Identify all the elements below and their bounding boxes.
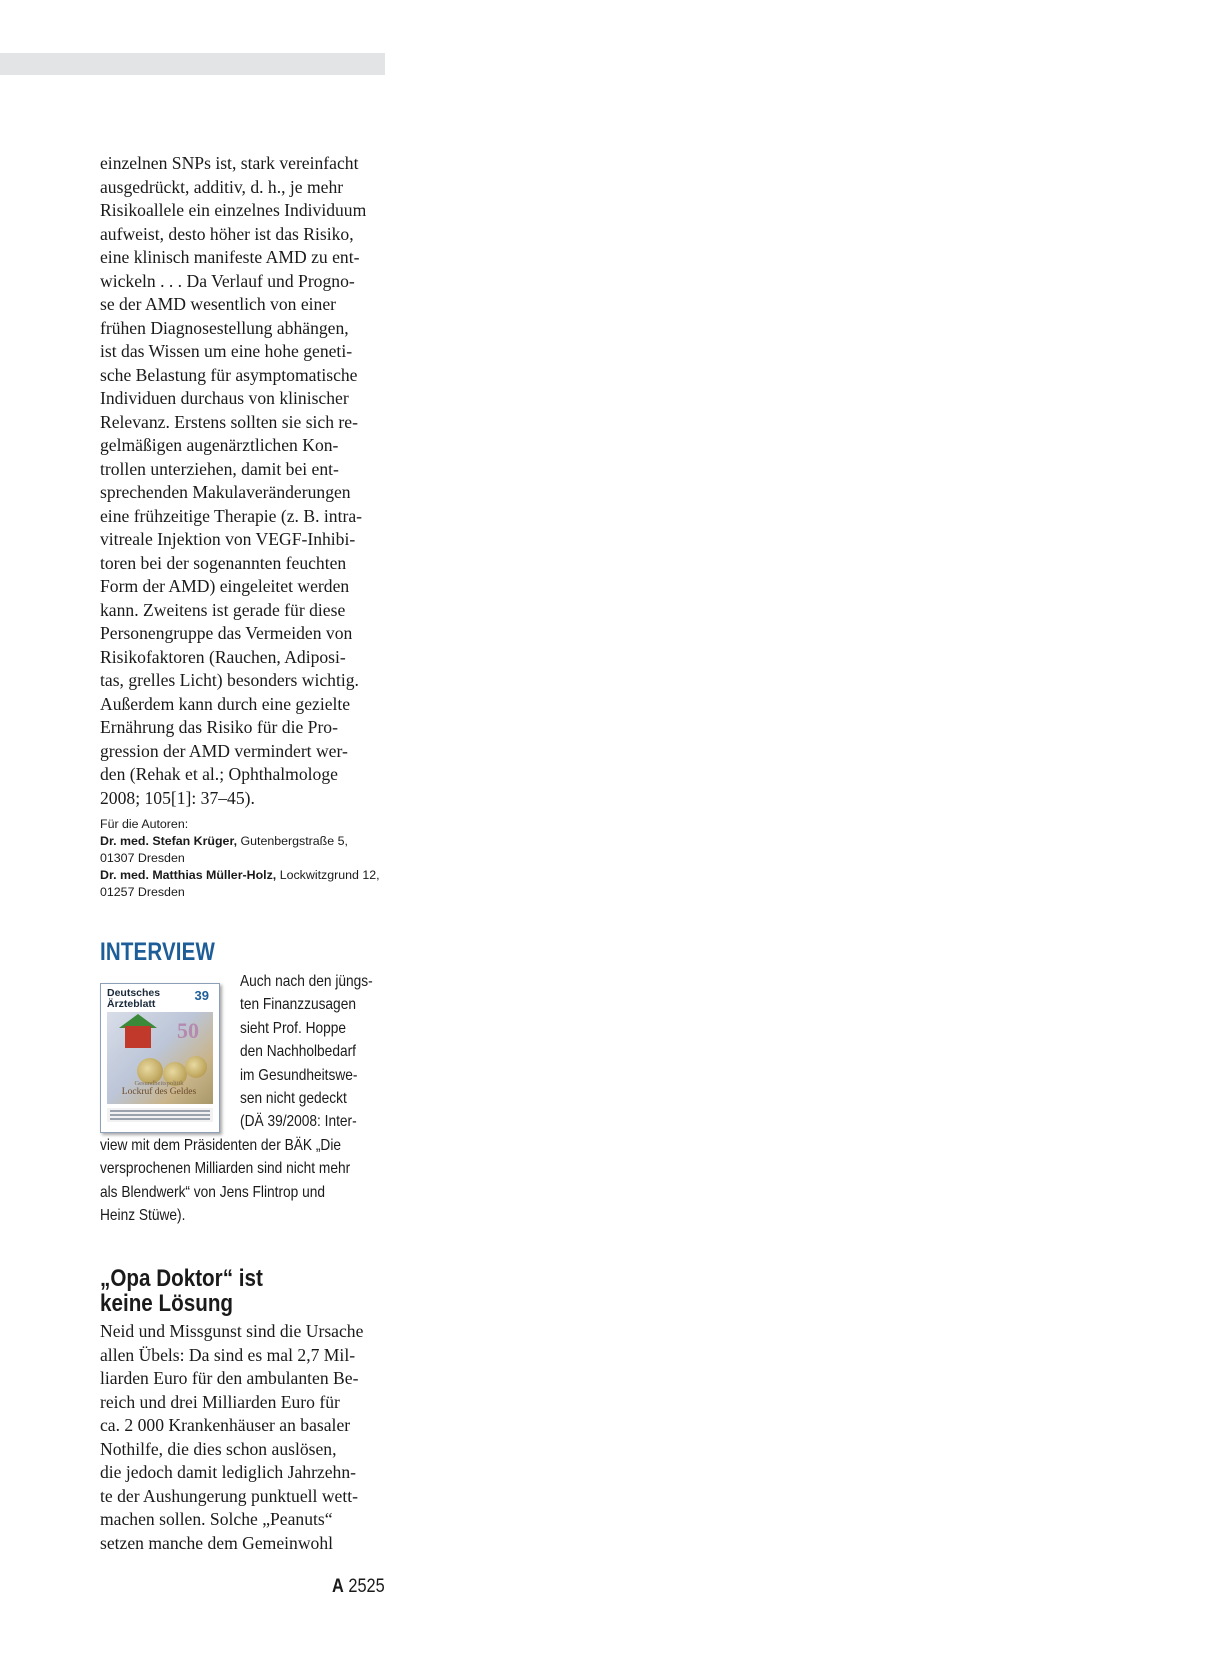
interview-line: view mit dem Präsidenten der BÄK „Die [100, 1137, 342, 1154]
letter-line: Nothilfe, die dies schon auslösen, [100, 1438, 337, 1459]
cover-banknote-number: 50 [177, 1018, 199, 1043]
article-line: 2008; 105[1]: 37–45). [100, 787, 255, 808]
article-line: Ernährung das Risiko für die Pro- [100, 717, 338, 737]
interview-line: ten Finanzzusagen [240, 996, 356, 1014]
house-icon [125, 1026, 151, 1048]
interview-line: sen nicht gedeckt [240, 1090, 347, 1108]
author-2-address: Lockwitzgrund 12, [276, 868, 380, 882]
article-line: tas, grelles Licht) besonders wichtig. [100, 670, 359, 690]
interview-text-wrapped [240, 970, 373, 1134]
cover-footer-strip [107, 1108, 213, 1122]
letter-body [100, 1320, 388, 1555]
article-line: ausgedrückt, additiv, d. h., je mehr [100, 176, 344, 197]
letter-headline [100, 1267, 263, 1316]
author-2-city: 01257 Dresden [100, 885, 185, 899]
header-gray-bar [0, 53, 385, 75]
article-line: eine frühzeitige Therapie (z. B. intra- [100, 505, 362, 526]
article-line: gelmäßigen augenärztlichen Kon- [100, 435, 339, 455]
article-line: ist das Wissen um eine hohe geneti- [100, 341, 353, 361]
article-line: Risikofaktoren (Rauchen, Adiposi- [100, 646, 346, 667]
cover-caption-title: Lockruf des Geldes [121, 1087, 197, 1097]
interview-line: Heinz Stüwe). [100, 1207, 186, 1225]
author-2 [100, 867, 388, 884]
article-line: vitreale Injektion von VEGF-Inhibi- [100, 529, 356, 549]
cover-masthead [107, 988, 160, 1010]
letter-line: allen Übels: Da sind es mal 2,7 Mil- [100, 1344, 356, 1365]
author-info [100, 816, 388, 901]
interview-line: sieht Prof. Hoppe [240, 1019, 347, 1037]
letter-line: ca. 2 000 Krankenhäuser an basaler [100, 1415, 351, 1435]
letter-headline-line2: keine Lösung [100, 1289, 234, 1317]
article-line: gression der AMD vermindert wer- [100, 740, 348, 761]
author-intro: Für die Autoren: [100, 817, 189, 831]
interview-line: (DÄ 39/2008: Inter- [240, 1113, 357, 1131]
coin-icon [185, 1056, 207, 1078]
article-line: wickeln . . . Da Verlauf und Progno- [100, 270, 355, 291]
letter-line: te der Aushungerung punktuell wett- [100, 1485, 358, 1506]
article-line: eine klinisch manifeste AMD zu ent- [100, 247, 360, 267]
letter-line: setzen manche dem Gemeinwohl [100, 1532, 334, 1553]
cover-issue-number: 39 [194, 988, 209, 1003]
author-1 [100, 833, 388, 850]
article-line: kann. Zweitens ist gerade für diese [100, 599, 346, 620]
interview-line: als Blendwerk“ von Jens Flintrop und [100, 1183, 326, 1201]
article-line: einzelnen SNPs ist, stark vereinfacht [100, 153, 359, 173]
article-line: den (Rehak et al.; Ophthalmologe [100, 764, 338, 784]
article-line: Form der AMD) eingeleitet werden [100, 576, 350, 596]
article-body [100, 152, 388, 810]
cover-caption-small: Gesundheitspolitik [134, 1080, 184, 1087]
interview-text-full [100, 1134, 350, 1228]
letter-headline-line1: „Opa Doktor“ ist [100, 1265, 263, 1292]
page-number-value: 2525 [343, 1576, 385, 1597]
cover-caption [109, 1080, 209, 1097]
article-line: aufweist, desto höher ist das Risiko, [100, 223, 354, 244]
letter-line: liarden Euro für den ambulanten Be- [100, 1368, 359, 1388]
letter-line: die jedoch damit lediglich Jahrzehn- [100, 1462, 356, 1482]
article-line: Individuen durchaus von klinischer [100, 388, 349, 408]
cover-masthead-line1: Deutsches [107, 987, 161, 999]
interview-line: den Nachholbedarf [240, 1043, 356, 1061]
author-1-name: Dr. med. Stefan Krüger, [100, 834, 238, 848]
article-line: Risikoallele ein einzelnes Individuum [100, 200, 367, 220]
interview-line: Auch nach den jüngs- [240, 973, 373, 990]
article-line: Personengruppe das Vermeiden von [100, 623, 353, 643]
article-line: sche Belastung für asymptomatische [100, 364, 358, 385]
page-number-prefix: A [332, 1576, 344, 1597]
interview-heading: INTERVIEW [100, 938, 216, 966]
article-line: se der AMD wesentlich von einer [100, 294, 336, 314]
author-1-city: 01307 Dresden [100, 851, 185, 865]
article-line: trollen unterziehen, damit bei ent- [100, 458, 339, 479]
letter-line: machen sollen. Solche „Peanuts“ [100, 1509, 333, 1529]
interview-line: versprochenen Milliarden sind nicht mehr [100, 1160, 351, 1178]
article-line: toren bei der sogenannten feuchten [100, 552, 347, 573]
article-line: frühen Diagnosestellung abhängen, [100, 317, 349, 338]
author-1-address: Gutenbergstraße 5, [237, 834, 348, 848]
magazine-cover-thumbnail [100, 983, 220, 1133]
article-line: sprechenden Makulaveränderungen [100, 482, 351, 502]
interview-line: im Gesundheitswe- [240, 1066, 358, 1084]
article-line: Außerdem kann durch eine gezielte [100, 693, 351, 714]
letter-line: Neid und Missgunst sind die Ursache [100, 1321, 364, 1341]
author-2-name: Dr. med. Matthias Müller-Holz, [100, 868, 277, 882]
article-line: Relevanz. Erstens sollten sie sich re- [100, 411, 358, 432]
page-number [332, 1576, 385, 1598]
letter-line: reich und drei Milliarden Euro für [100, 1391, 340, 1412]
cover-masthead-line2: Ärzteblatt [107, 998, 156, 1010]
